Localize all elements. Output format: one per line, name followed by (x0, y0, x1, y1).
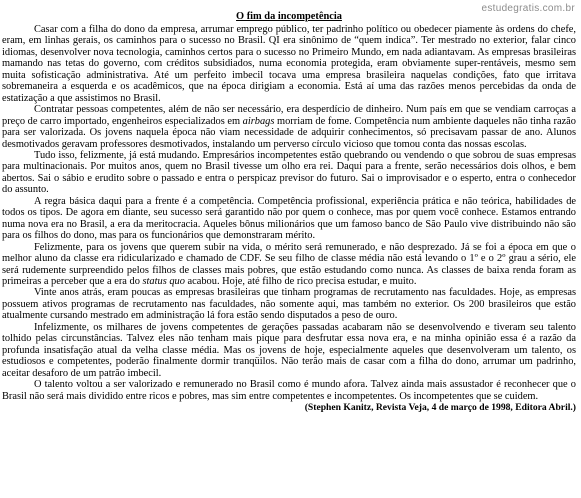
paragraph-text: Contratar pessoas competentes, além de não ser necessário, era desperdício de dinheiro. Num país em que se vendiam carroças a preço de carro importado, engenheiros especializados em (2, 104, 576, 127)
article-paragraph (2, 242, 576, 288)
paragraph-text: Felizmente, para os jovens que querem subir na vida, o mérito será remunerado, e não desprezado. Já se foi a época em que o melhor aluno da classe era ridicularizado e chamado de CDF. Se seu filho de classe média não está levando o 1º e o 2º grau a sério, ele será rudemente surpreendido pelos filhos de classes mais pobres, que estão estudando como nunca. As classes de baixa renda foram as primeiras a perceber que a era do (2, 241, 576, 287)
article-credit: (Stephen Kanitz, Revista Veja, 4 de março de 1998, Editora Abril.) (304, 401, 576, 413)
article-paragraph (2, 24, 576, 104)
article-body (2, 24, 576, 413)
paragraph-text: Tudo isso, felizmente, já está mudando. Empresários incompetentes estão quebrando ou vendendo o que sobrou de suas empresas para multinacionais. Por muitos anos, quem no Brasil tivesse um olho era rei. Daqui para a frente, serão necessários dois olhos, e bem abertos. Sai o sábio e erudito sobre o passado e entra o perspicaz previsor do futuro. Sai o improvisador e o esperto, entra o conhecedor do assunto. (2, 149, 576, 196)
article-paragraph (2, 196, 576, 242)
site-watermark: estudegratis.com.br (481, 3, 575, 14)
paragraph-text: O talento voltou a ser valorizado e remunerado no Brasil como é mundo afora. Talvez ainda mais assustador é reconhecer que o Brasil não será mais dividido entre ricos e pobres, mas sim entre competentes e incompetentes. Os incompetentes que se cuidem. (2, 379, 576, 402)
article-paragraph (2, 287, 576, 321)
paragraph-text: A regra básica daqui para a frente é a competência. Competência profissional, experiência prática e não teórica, habilidades de todos os tipos. De agora em diante, seu sucesso será garantido não por quem o conhece, mas por quem você conhece. Estamos entrando numa nova era no Brasil, a era da meritocracia. Aqueles bônus milionários que um famoso banco de São Paulo vive distribuindo não são para os filhos do dono, mas para os funcionários que demonstraram mérito. (2, 195, 576, 242)
paragraph-text: acabou. Hoje, até filho de rico precisa estudar, e muito. (184, 275, 417, 287)
article-paragraph (2, 322, 576, 379)
paragraph-text: Vinte anos atrás, eram poucas as empresas brasileiras que tinham programas de recrutamento nas faculdades. Hoje, as empresas possuem ativos programas de recrutamento nas faculdades, não somente aqui, mas também no exterior. Os 200 brasileiros que estão atualmente cursando mestrado em administração lá fora estão sendo disputados a peso de ouro. (2, 287, 576, 322)
article (2, 10, 576, 413)
paragraph-text: morriam de fome. Competência num ambiente daqueles não tinha razão para ser valorizada. Os jovens naquela época não viam necessidade de adquirir conhecimentos, só precisavam passar de ano. Alunos desmotivados geravam professores desmotivados, instalando um perverso círculo vicioso que tomou conta das nossas escolas. (2, 115, 576, 150)
paragraph-text: Infelizmente, os milhares de jovens competentes de gerações passadas acabaram não se desenvolvendo e tiveram seu talento tolhido pelas circunstâncias. Talvez eles não tenham mais pique para desfrutar essa nova era, e na minha opinião essa é a razão da profunda insatisfação atual da velha classe média. Mas os jovens de hoje, especialmente aqueles que desenvolveram um talento, os estudiosos e competentes, poderão finalmente dormir tranqüilos. Não terão mais de casar com a filha do dono, arrumar um padrinho, aceitar desaforo de um patrão imbecil. (2, 321, 576, 379)
article-paragraph (2, 150, 576, 196)
article-paragraph (2, 104, 576, 150)
article-title: O fim da incompetência (236, 11, 342, 22)
emphasized-text: status quo (142, 275, 185, 287)
paragraph-text: Casar com a filha do dono da empresa, arrumar emprego público, ter padrinho político ou obedecer piamente às ordens do chefe, eram, em linhas gerais, os caminhos para o sucesso no Brasil. QI era sinônimo de “quem indica”. Ter mestrado no exterior, falar cinco idiomas, desenvolver nova tecnologia, caminhos certos para o sucesso no Primeiro Mundo, em nada adiantavam. As empresas brasileiras mamando nas tetas do governo, com créditos subsidiados, numa economia protegida, eram obviamente super-rentáveis, mesmo sem muita sofisticação administrativa. Até um perfeito imbecil tocava uma empresa brasileira naquelas condições, fato que irritava sobremaneira a esquerda e os acadêmicos, que na época dirigiam a economia. Está aí uma das razões menos percebidas da onda de estatização a que assistimos no Brasil. (2, 24, 576, 104)
article-paragraph (2, 379, 576, 413)
emphasized-text: airbags (242, 115, 275, 127)
